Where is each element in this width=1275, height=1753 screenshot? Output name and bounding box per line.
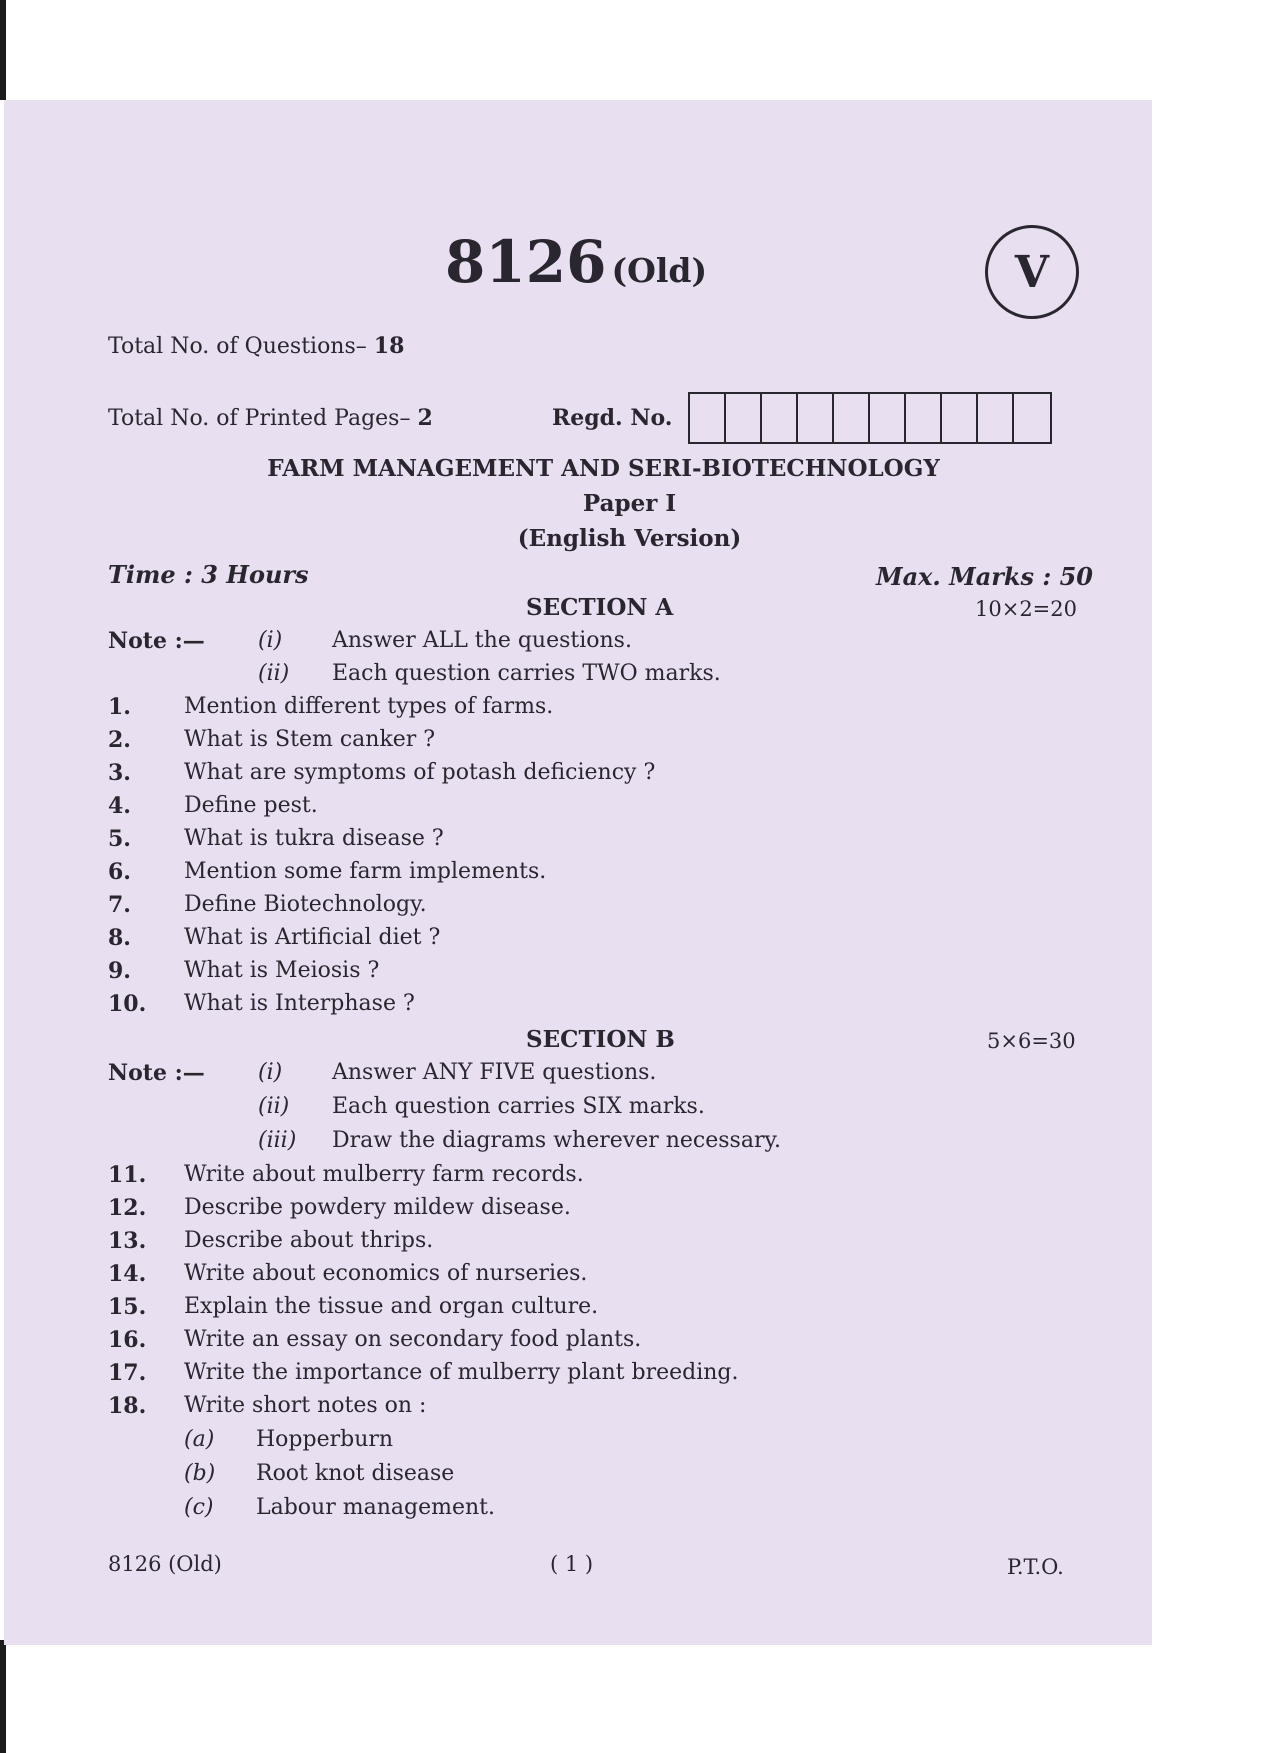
section-a-note-label: Note :— <box>108 628 205 654</box>
section-a-title: SECTION A <box>526 594 674 621</box>
paper-code-suffix: (Old) <box>611 251 708 290</box>
version-mark-circle <box>985 225 1079 319</box>
regd-digit-box[interactable] <box>942 394 978 442</box>
question-number: 4. <box>108 793 131 819</box>
total-questions-line <box>108 333 404 359</box>
question-item <box>108 1162 584 1188</box>
question-number: 2. <box>108 727 131 753</box>
max-marks: Max. Marks : 50 <box>876 562 1094 591</box>
question-number: 16. <box>108 1327 147 1353</box>
version-mark: V <box>1014 246 1050 298</box>
question-text: Describe powdery mildew disease. <box>184 1195 571 1220</box>
question-text: What is Stem canker ? <box>184 727 436 752</box>
subpart-item <box>184 1461 454 1486</box>
question-item <box>108 1393 426 1419</box>
question-number: 17. <box>108 1360 147 1386</box>
language-version: (English Version) <box>517 525 742 552</box>
question-text: Define pest. <box>184 793 318 818</box>
section-a-note-num: (i) <box>258 628 283 653</box>
total-questions-label: Total No. of Questions– <box>108 334 367 359</box>
question-text: Describe about thrips. <box>184 1228 434 1253</box>
subject-title: FARM MANAGEMENT AND SERI-BIOTECHNOLOGY <box>267 455 940 482</box>
question-text: Write about economics of nurseries. <box>184 1261 588 1286</box>
question-item <box>108 1294 598 1320</box>
subpart-text: Root knot disease <box>256 1461 455 1486</box>
question-text: What is Artificial diet ? <box>184 925 441 950</box>
question-number: 5. <box>108 826 131 852</box>
section-b-note-text: Each question carries SIX marks. <box>332 1094 705 1119</box>
total-questions-value: 18 <box>373 333 405 359</box>
question-item <box>108 925 440 951</box>
question-item <box>108 694 553 720</box>
question-text: What is Interphase ? <box>184 991 415 1016</box>
question-item <box>108 1261 587 1287</box>
question-item <box>108 892 427 918</box>
question-item <box>108 793 318 819</box>
subpart-label: (a) <box>184 1427 215 1452</box>
question-text: Explain the tissue and organ culture. <box>184 1294 599 1319</box>
question-number: 8. <box>108 925 131 951</box>
regd-label: Regd. No. <box>552 405 673 431</box>
paper-number: Paper I <box>582 490 677 517</box>
question-item <box>108 859 546 885</box>
question-text: What is tukra disease ? <box>184 826 444 851</box>
section-b-note-text: Draw the diagrams wherever necessary. <box>332 1128 781 1153</box>
regd-number-boxes[interactable] <box>688 392 1052 444</box>
time-allowed: Time : 3 Hours <box>108 560 309 589</box>
section-a-marks: 10×2=20 <box>975 597 1077 621</box>
question-item <box>108 1327 641 1353</box>
section-a-note-text: Answer ALL the questions. <box>332 628 632 653</box>
question-text: Mention some farm implements. <box>184 859 547 884</box>
section-b-note-num: (iii) <box>258 1128 297 1153</box>
question-number: 11. <box>108 1162 147 1188</box>
question-text: Write the importance of mulberry plant breeding. <box>184 1360 739 1385</box>
regd-digit-box[interactable] <box>906 394 942 442</box>
regd-digit-box[interactable] <box>834 394 870 442</box>
section-b-title: SECTION B <box>526 1026 675 1053</box>
subpart-item <box>184 1495 495 1520</box>
question-text: What are symptoms of potash deficiency ? <box>184 760 656 785</box>
subpart-item <box>184 1427 393 1452</box>
section-a-note-text: Each question carries TWO marks. <box>332 661 721 686</box>
page-number: ( 1 ) <box>550 1552 594 1576</box>
scan-edge-top <box>0 0 6 100</box>
section-b-note-num: (i) <box>258 1060 283 1085</box>
regd-digit-box[interactable] <box>726 394 762 442</box>
question-text: What is Meiosis ? <box>184 958 380 983</box>
question-text: Define Biotechnology. <box>184 892 427 917</box>
question-number: 13. <box>108 1228 147 1254</box>
regd-digit-box[interactable] <box>762 394 798 442</box>
question-text: Write an essay on secondary food plants. <box>184 1327 642 1352</box>
regd-digit-box[interactable] <box>690 394 726 442</box>
question-text: Write about mulberry farm records. <box>184 1162 584 1187</box>
question-item <box>108 1360 739 1386</box>
question-text: Write short notes on : <box>184 1393 427 1418</box>
section-b-marks: 5×6=30 <box>987 1029 1076 1053</box>
paper-code-title <box>445 228 707 296</box>
regd-digit-box[interactable] <box>870 394 906 442</box>
question-number: 15. <box>108 1294 147 1320</box>
question-number: 7. <box>108 892 131 918</box>
regd-digit-box[interactable] <box>1014 394 1050 442</box>
question-number: 18. <box>108 1393 147 1419</box>
question-number: 10. <box>108 991 147 1017</box>
section-b-note-label: Note :— <box>108 1060 205 1086</box>
question-item <box>108 958 379 984</box>
question-item <box>108 1228 433 1254</box>
question-item <box>108 991 415 1017</box>
section-a-note-num: (ii) <box>258 661 290 686</box>
question-number: 14. <box>108 1261 147 1287</box>
question-number: 12. <box>108 1195 147 1221</box>
question-item <box>108 826 444 852</box>
question-item <box>108 1195 571 1221</box>
question-item <box>108 760 655 786</box>
please-turn-over: P.T.O. <box>1007 1555 1064 1579</box>
regd-digit-box[interactable] <box>798 394 834 442</box>
scan-edge-bottom <box>0 1640 6 1753</box>
total-pages-value: 2 <box>417 405 433 431</box>
regd-digit-box[interactable] <box>978 394 1014 442</box>
total-pages-line <box>108 405 433 431</box>
question-number: 1. <box>108 694 131 720</box>
total-pages-label: Total No. of Printed Pages– <box>108 406 411 431</box>
subpart-text: Hopperburn <box>256 1427 394 1452</box>
paper-code: 8126 <box>445 228 607 296</box>
footer-code: 8126 (Old) <box>108 1552 222 1576</box>
question-number: 3. <box>108 760 131 786</box>
section-b-note-num: (ii) <box>258 1094 290 1119</box>
subpart-label: (c) <box>184 1495 214 1520</box>
section-b-note-text: Answer ANY FIVE questions. <box>332 1060 657 1085</box>
subpart-label: (b) <box>184 1461 216 1486</box>
question-number: 9. <box>108 958 131 984</box>
subpart-text: Labour management. <box>256 1495 495 1520</box>
question-text: Mention different types of farms. <box>184 694 554 719</box>
question-number: 6. <box>108 859 131 885</box>
question-item <box>108 727 435 753</box>
